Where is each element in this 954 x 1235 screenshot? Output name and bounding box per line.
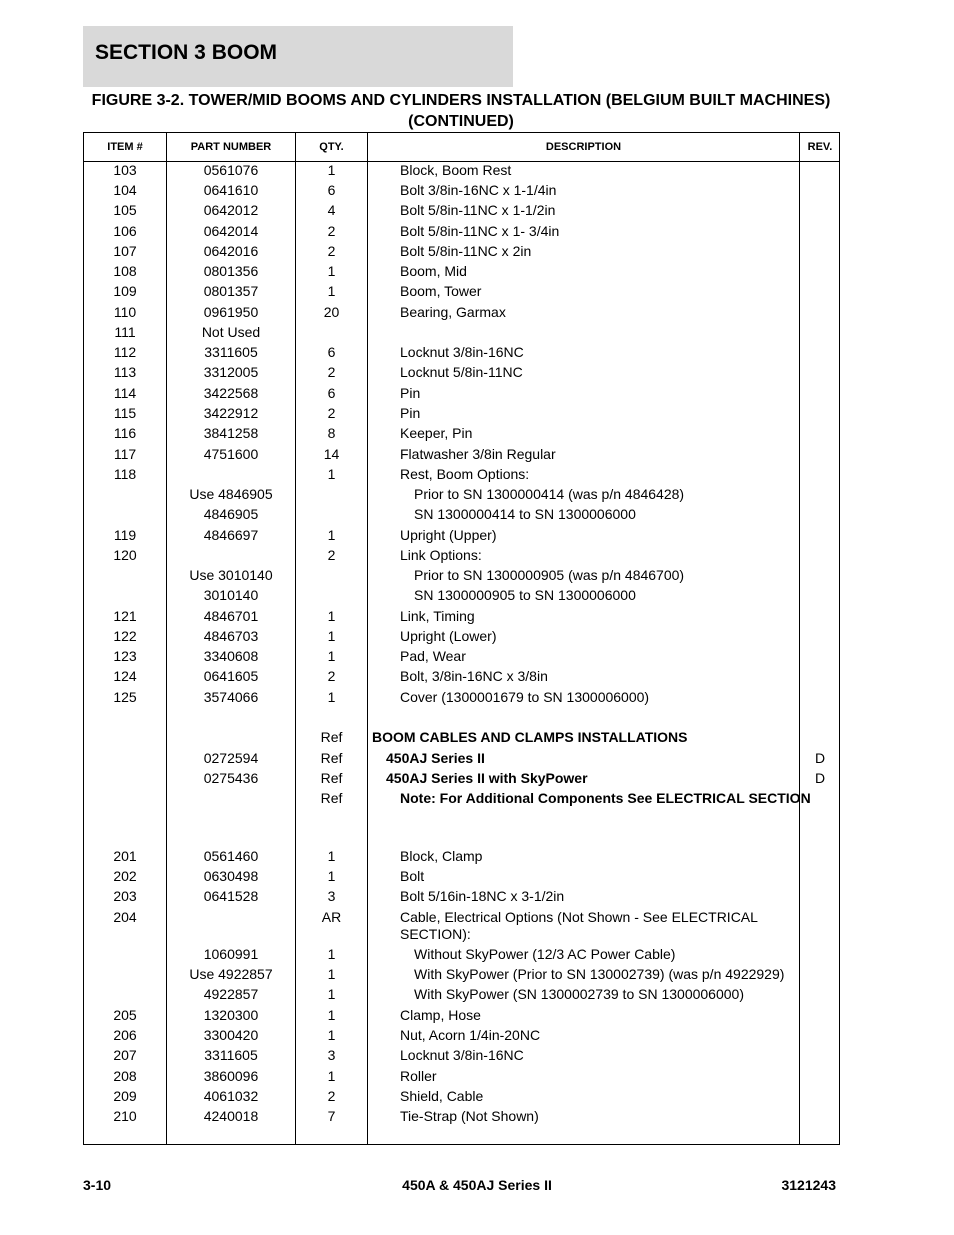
item-number: 207 (113, 1047, 137, 1063)
quantity: 1 (327, 608, 336, 624)
part-number: 4922857 (203, 986, 259, 1002)
item-number: 119 (113, 527, 137, 543)
part-number: 3312005 (203, 364, 259, 380)
quantity: 3 (327, 1047, 336, 1063)
description: Pin (400, 385, 421, 401)
description: Roller (400, 1068, 437, 1084)
quantity: 1 (327, 283, 336, 299)
part-number: 0275436 (203, 770, 259, 786)
item-number: 105 (113, 202, 137, 218)
description: Bolt (400, 868, 425, 884)
description: Locknut 3/8in-16NC (400, 344, 524, 360)
quantity: 7 (327, 1108, 336, 1124)
part-number: 0641610 (203, 182, 259, 198)
part-number: 3422568 (203, 385, 259, 401)
quantity: 1 (327, 466, 336, 482)
quantity: 2 (327, 405, 336, 421)
part-number: 0641605 (203, 668, 259, 684)
figure-title: FIGURE 3-2. TOWER/MID BOOMS AND CYLINDERS INSTALLATION (BELGIUM BUILT MACHINES) (CONTINUED) (91, 92, 831, 130)
description: 450AJ Series II with SkyPower (386, 770, 588, 786)
item-number: 123 (113, 648, 137, 664)
part-number: 0641528 (203, 888, 259, 904)
item-number: 118 (113, 466, 137, 482)
description: SN 1300000905 to SN 1300006000 (414, 587, 636, 603)
part-number: 3010140 (203, 587, 259, 603)
item-number: 205 (113, 1007, 137, 1023)
part-number: 4751600 (203, 446, 259, 462)
part-number: 0272594 (203, 750, 259, 766)
section-title: SECTION 3 BOOM (95, 41, 278, 64)
quantity: 2 (327, 243, 336, 259)
part-number: 3311605 (204, 1047, 258, 1063)
item-number: 202 (113, 868, 137, 884)
description: Bolt 5/8in-11NC x 1- 3/4in (400, 223, 560, 239)
part-number: Use 3010140 (189, 567, 273, 583)
revision: D (814, 750, 826, 766)
description: SN 1300000414 to SN 1300006000 (414, 506, 636, 522)
item-number: 103 (113, 162, 137, 178)
part-number: 0961950 (203, 304, 259, 320)
footer-doc-number: 3121243 (781, 1177, 836, 1193)
header-qty: QTY. (319, 141, 344, 153)
quantity: 1 (327, 162, 336, 178)
item-number: 112 (113, 344, 137, 360)
item-number: 110 (113, 304, 137, 320)
part-number: 3574066 (203, 689, 259, 705)
quantity: 1 (327, 648, 336, 664)
section-banner (83, 26, 513, 87)
item-number: 113 (113, 364, 137, 380)
quantity: 2 (327, 1088, 336, 1104)
quantity: 1 (327, 689, 336, 705)
description: With SkyPower (SN 1300002739 to SN 1300006000) (414, 986, 744, 1002)
quantity: Ref (320, 729, 343, 745)
description: Bolt 5/8in-11NC x 1-1/2in (400, 202, 556, 218)
part-number: 3841258 (203, 425, 259, 441)
quantity: AR (321, 909, 342, 925)
quantity: 1 (327, 986, 336, 1002)
footer-page-number: 3-10 (83, 1177, 112, 1193)
description: Block, Clamp (400, 848, 483, 864)
description: Link Options: (400, 547, 482, 563)
item-number: 201 (113, 848, 137, 864)
part-number: Not Used (201, 324, 261, 340)
item-number: 209 (113, 1088, 137, 1104)
part-number: 0642016 (203, 243, 259, 259)
item-number: 203 (113, 888, 137, 904)
revision: D (814, 770, 826, 786)
header-part-number: PART NUMBER (190, 141, 272, 153)
quantity: 1 (327, 966, 336, 982)
description: Cover (1300001679 to SN 1300006000) (400, 689, 650, 705)
part-number: 3300420 (203, 1027, 259, 1043)
quantity: 2 (327, 668, 336, 684)
item-number: 107 (113, 243, 137, 259)
part-number: 4846697 (203, 527, 259, 543)
item-number: 204 (113, 909, 137, 925)
part-number: 0630498 (203, 868, 259, 884)
item-number: 104 (113, 182, 137, 198)
part-number: 0561460 (203, 848, 259, 864)
description: Link, Timing (400, 608, 475, 624)
quantity: 20 (323, 304, 340, 320)
part-number: 4846701 (203, 608, 259, 624)
part-number: 4061032 (203, 1088, 259, 1104)
description: Nut, Acorn 1/4in-20NC (400, 1027, 541, 1043)
quantity: 1 (327, 263, 336, 279)
part-number: 4846905 (203, 506, 259, 522)
part-number: 0801357 (203, 283, 259, 299)
item-number: 206 (113, 1027, 137, 1043)
description: Rest, Boom Options: (400, 466, 530, 482)
part-number: 0561076 (203, 162, 259, 178)
part-number: 1320300 (203, 1007, 259, 1023)
quantity: 6 (327, 344, 336, 360)
description: Note: For Additional Components See ELECTRICAL SECTION (400, 790, 811, 806)
quantity: 1 (327, 628, 336, 644)
header-item: ITEM # (107, 141, 143, 153)
item-number: 122 (113, 628, 137, 644)
description: Keeper, Pin (400, 425, 473, 441)
quantity: 1 (327, 1027, 336, 1043)
part-number: 3860096 (203, 1068, 259, 1084)
description: Boom, Mid (400, 263, 467, 279)
description: Prior to SN 1300000905 (was p/n 4846700) (414, 567, 685, 583)
part-number: 4240018 (203, 1108, 259, 1124)
quantity: 3 (327, 888, 336, 904)
item-number: 106 (113, 223, 137, 239)
quantity: Ref (320, 750, 343, 766)
quantity: 1 (327, 1007, 336, 1023)
description: Cable, Electrical Options (Not Shown - See ELECTRICAL SECTION): (400, 909, 758, 942)
quantity: Ref (320, 770, 343, 786)
description: Clamp, Hose (400, 1007, 481, 1023)
quantity: 1 (327, 527, 336, 543)
item-number: 208 (113, 1068, 137, 1084)
item-number: 111 (114, 324, 136, 340)
parts-table (83, 132, 840, 1145)
description: Bearing, Garmax (400, 304, 506, 320)
quantity: 1 (327, 848, 336, 864)
item-number: 210 (113, 1108, 137, 1124)
description: Upright (Upper) (400, 527, 497, 543)
quantity: 2 (327, 223, 336, 239)
description: Shield, Cable (400, 1088, 484, 1104)
quantity: 6 (327, 385, 336, 401)
description: With SkyPower (Prior to SN 130002739) (was p/n 4922929) (414, 966, 785, 982)
item-number: 117 (113, 446, 137, 462)
item-number: 109 (113, 283, 137, 299)
part-number: 3422912 (203, 405, 259, 421)
description: Bolt 5/8in-11NC x 2in (400, 243, 532, 259)
quantity: 2 (327, 364, 336, 380)
part-number: Use 4846905 (189, 486, 273, 502)
part-number: 1060991 (203, 946, 259, 962)
quantity: 2 (327, 547, 336, 563)
quantity: Ref (320, 790, 343, 806)
quantity: 6 (327, 182, 336, 198)
description: Boom, Tower (400, 283, 482, 299)
description: Locknut 3/8in-16NC (400, 1047, 524, 1063)
description: Tie-Strap (Not Shown) (400, 1108, 539, 1124)
part-number: 0642012 (203, 202, 259, 218)
item-number: 108 (113, 263, 137, 279)
quantity: 1 (327, 1068, 336, 1084)
description: Locknut 5/8in-11NC (400, 364, 523, 380)
description: 450AJ Series II (386, 750, 485, 766)
description: Bolt, 3/8in-16NC x 3/8in (400, 668, 548, 684)
description: Without SkyPower (12/3 AC Power Cable) (414, 946, 676, 962)
quantity: 4 (327, 202, 336, 218)
quantity: 1 (327, 868, 336, 884)
description: Block, Boom Rest (400, 162, 512, 178)
description: Pad, Wear (400, 648, 466, 664)
quantity: 14 (323, 446, 340, 462)
item-number: 116 (113, 425, 137, 441)
part-number: 0801356 (203, 263, 259, 279)
part-number: 4846703 (203, 628, 259, 644)
item-number: 125 (113, 689, 137, 705)
description: Upright (Lower) (400, 628, 497, 644)
quantity: 1 (327, 946, 336, 962)
description: BOOM CABLES AND CLAMPS INSTALLATIONS (372, 729, 688, 745)
item-number: 124 (113, 668, 137, 684)
description: Bolt 5/16in-18NC x 3-1/2in (400, 888, 565, 904)
table-header (84, 133, 839, 162)
description: Prior to SN 1300000414 (was p/n 4846428) (414, 486, 685, 502)
description: Pin (400, 405, 421, 421)
part-number: 3311605 (204, 344, 258, 360)
description: Flatwasher 3/8in Regular (400, 446, 556, 462)
part-number: Use 4922857 (189, 966, 273, 982)
quantity: 8 (327, 425, 336, 441)
part-number: 0642014 (203, 223, 259, 239)
footer-model: 450A & 450AJ Series II (402, 1177, 552, 1193)
item-number: 121 (113, 608, 137, 624)
header-description: DESCRIPTION (545, 141, 622, 153)
item-number: 114 (113, 385, 137, 401)
header-rev: REV. (807, 141, 833, 153)
column-divider (367, 133, 368, 1144)
item-number: 120 (113, 547, 137, 563)
description: Bolt 3/8in-16NC x 1-1/4in (400, 182, 557, 198)
part-number: 3340608 (203, 648, 259, 664)
item-number: 115 (113, 405, 137, 421)
